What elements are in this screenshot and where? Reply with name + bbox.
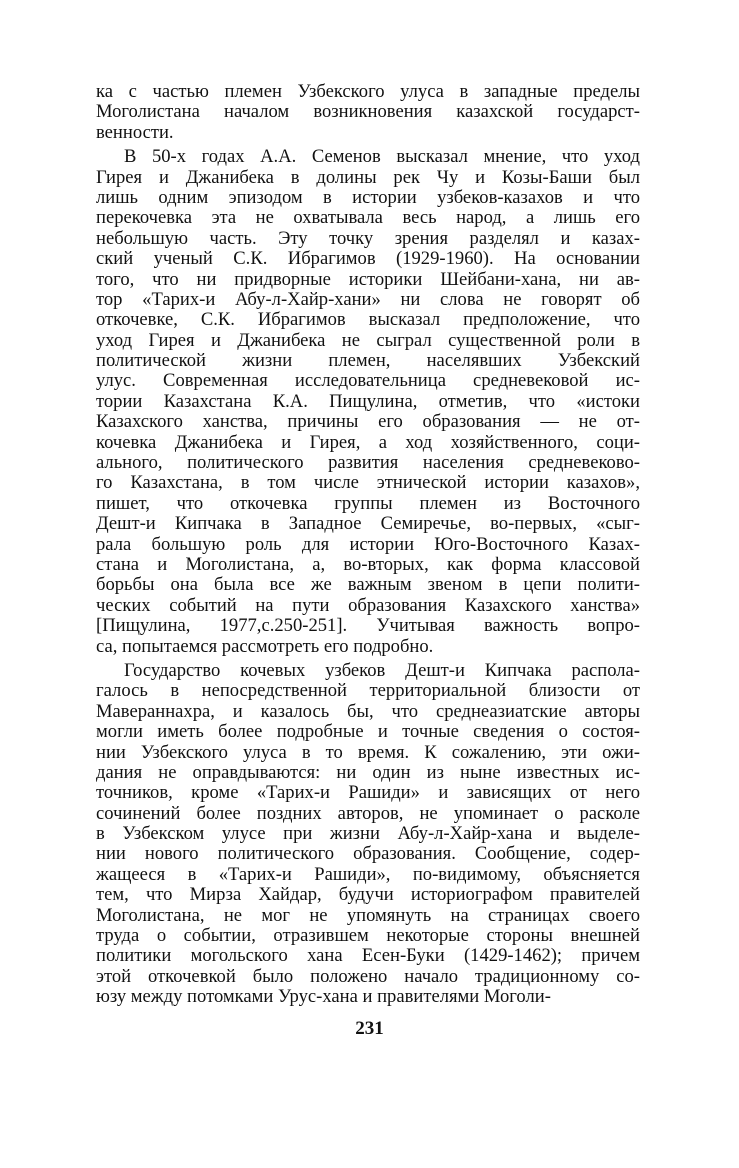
paragraph	[96, 82, 640, 143]
text-line: политической жизни племен, населявших Узбекский	[96, 350, 640, 372]
text-line: нии Узбекского улуса в то время. К сожалению, эти ожи-	[96, 741, 640, 763]
text-line: Моголистана началом возникновения казахской государст-	[96, 101, 640, 123]
body-text	[96, 82, 640, 1012]
text-line: откочевке, С.К. Ибрагимов высказал предположение, что	[96, 309, 640, 331]
text-line: этой откочевкой было положено начало традиционному со-	[96, 965, 640, 987]
text-line: го Казахстана, в том числе этнической истории казахов»,	[96, 472, 640, 494]
text-line: [Пищулина, 1977,с.250-251]. Учитывая важность вопро-	[96, 615, 640, 637]
text-line: тем, что Мирза Хайдар, будучи историографом правителей	[96, 884, 640, 906]
text-line: Казахского ханства, причины его образования — не от-	[96, 411, 640, 433]
text-line: перекочевка эта не охватывала весь народ, а лишь его	[96, 207, 640, 229]
text-line: политики могольского хана Есен-Буки (1429-1462); причем	[96, 945, 640, 967]
text-line: са, попытаемся рассмотреть его подробно.	[96, 635, 434, 657]
text-line: пишет, что откочевка группы племен из Восточного	[96, 492, 640, 514]
text-line: тории Казахстана К.А. Пищулина, отметив, что «истоки	[96, 390, 640, 412]
text-line: ального, политического развития населения средневеково-	[96, 452, 640, 474]
text-line: уход Гирея и Джанибека не сыграл существенной роли в	[96, 329, 640, 351]
text-line: лишь одним эпизодом в истории узбеков-казахов и что	[96, 186, 640, 208]
text-line: Мавераннахра, и казалось бы, что среднеазиатские авторы	[96, 700, 640, 722]
text-line: борьбы она была все же важным звеном в цепи полити-	[96, 574, 640, 596]
text-line: юзу между потомками Урус-хана и правителями Моголи-	[96, 986, 551, 1008]
text-line: ский ученый С.К. Ибрагимов (1929-1960). На основании	[96, 248, 640, 270]
text-line: кочевка Джанибека и Гирея, а ход хозяйственного, соци-	[96, 431, 640, 453]
text-line: точников, кроме «Тарих-и Рашиди» и зависящих от него	[96, 782, 640, 804]
text-line: небольшую часть. Эту точку зрения разделял и казах-	[96, 227, 640, 249]
text-line: того, что ни придворные историки Шейбани-хана, ни ав-	[96, 268, 640, 290]
text-line: Моголистана, не мог не упомянуть на страницах своего	[96, 904, 640, 926]
text-line: Государство кочевых узбеков Дешт-и Кипчака распола-	[124, 659, 640, 681]
text-line: дания не оправдываются: ни один из ныне известных ис-	[96, 761, 640, 783]
text-line: нии нового политического образования. Сообщение, содер-	[96, 843, 640, 865]
text-line: галось в непосредственной территориальной близости от	[96, 680, 640, 702]
text-line: Гирея и Джанибека в долины рек Чу и Козы-Баши был	[96, 166, 640, 188]
text-line: сочинений более поздних авторов, не упоминает о расколе	[96, 802, 640, 824]
text-line: венности.	[96, 121, 174, 143]
paragraph	[96, 147, 640, 657]
text-line: ческих событий на пути образования Казахского ханства»	[96, 594, 640, 616]
text-line: жащееся в «Тарих-и Рашиди», по-видимому, объясняется	[96, 863, 640, 885]
text-line: рала большую роль для истории Юго-Восточного Казах-	[96, 533, 640, 555]
text-line: тор «Тарих-и Абу-л-Хайр-хани» ни слова не говорят об	[96, 288, 640, 310]
paragraph	[96, 661, 640, 1008]
text-line: труда о событии, отразившем некоторые стороны внешней	[96, 925, 640, 947]
page-number: 231	[355, 1018, 384, 1039]
text-line: стана и Моголистана, а, во-вторых, как форма классовой	[96, 553, 640, 575]
text-line: в Узбекском улусе при жизни Абу-л-Хайр-хана и выделе-	[96, 823, 640, 845]
text-line: Дешт-и Кипчака в Западное Семиречье, во-первых, «сыг-	[96, 513, 640, 535]
text-line: могли иметь более подробные и точные сведения о состоя-	[96, 721, 640, 743]
text-line: ка с частью племен Узбекского улуса в западные пределы	[96, 81, 640, 102]
text-line: улус. Современная исследовательница средневековой ис-	[96, 370, 640, 392]
text-line: В 50-х годах А.А. Семенов высказал мнение, что уход	[124, 146, 640, 168]
